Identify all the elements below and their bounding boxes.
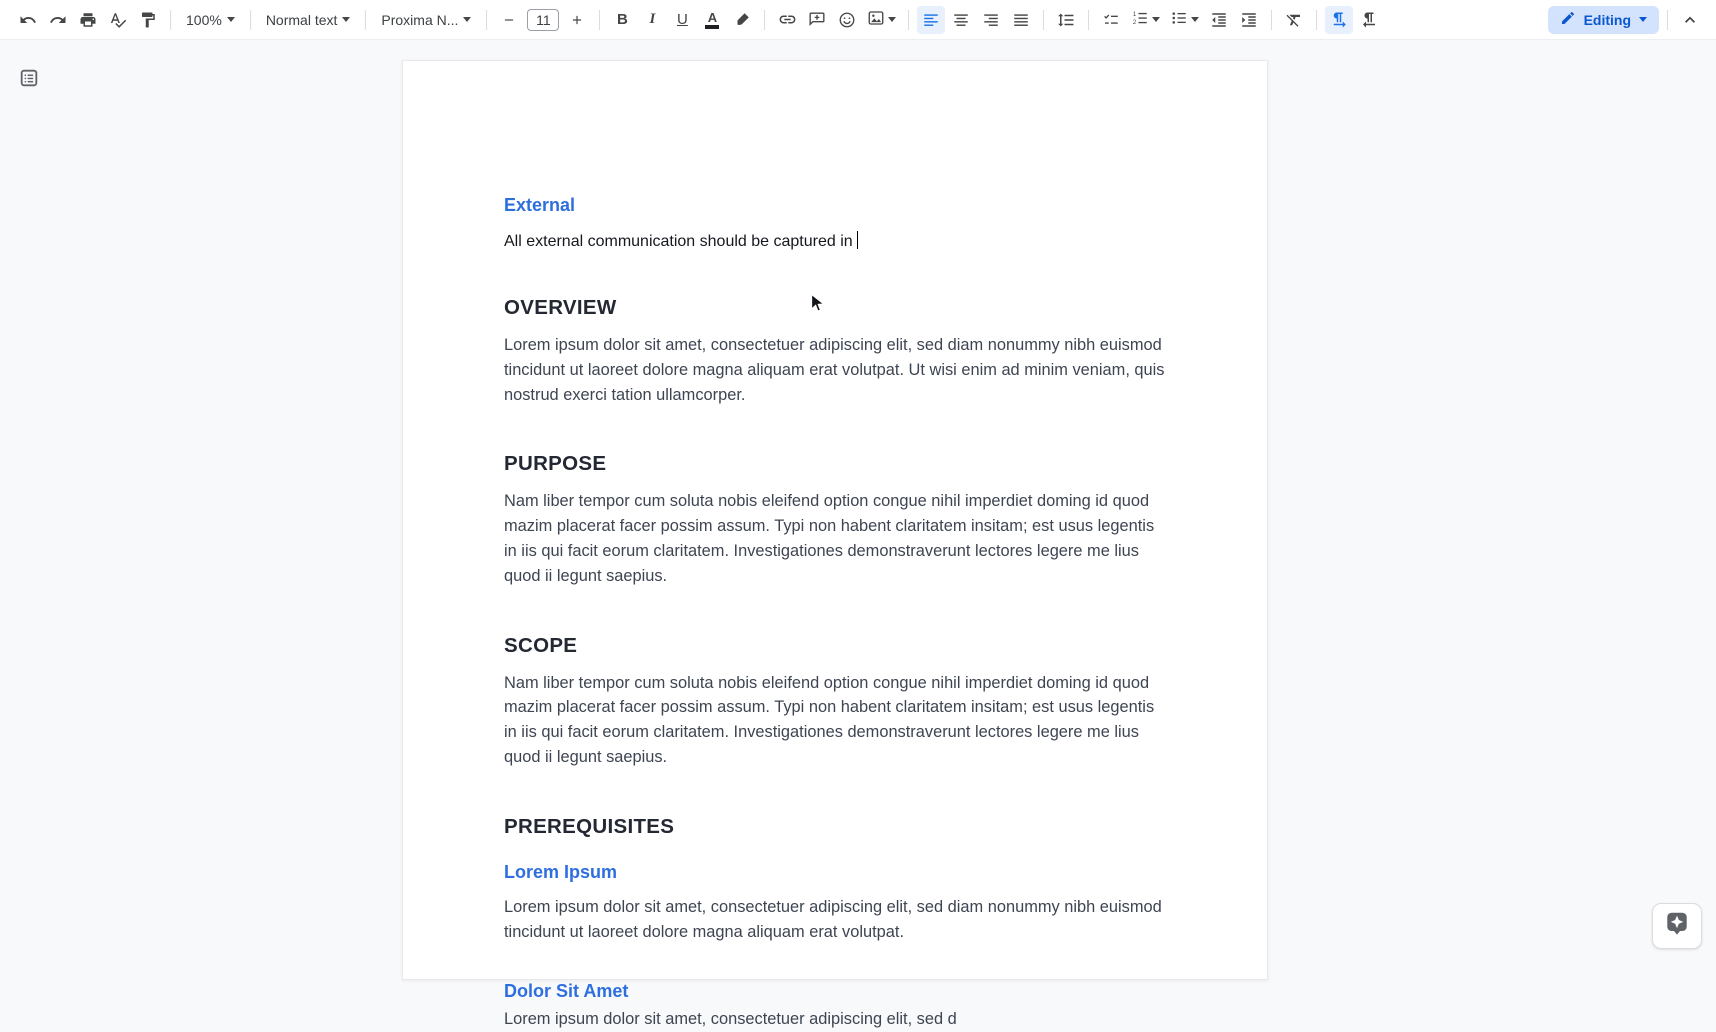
highlighter-icon: [733, 11, 751, 29]
decrease-indent-icon: [1210, 11, 1228, 29]
ltr-paragraph-icon: [1330, 11, 1348, 29]
decrease-indent-button[interactable]: [1205, 6, 1233, 34]
chevron-down-icon: [1152, 17, 1160, 22]
section-overview: [504, 296, 1165, 407]
section-body[interactable]: Nam liber tempor cum soluta nobis eleifend option congue nihil imperdiet doming id quod mazim placerat facer possim assum. Typi non habent claritatem insitam; est usus legentis in iis qui facit eorum claritatem. Investigationes demonstraverunt lectores legere me lius quod ii legunt saepius.: [504, 492, 1155, 585]
insert-link-button[interactable]: [773, 6, 801, 34]
toolbar-divider: [1316, 10, 1317, 30]
align-left-button[interactable]: [917, 6, 945, 34]
rtl-paragraph-icon: [1360, 11, 1378, 29]
align-left-icon: [922, 11, 940, 29]
toolbar-divider: [486, 10, 487, 30]
toolbar-divider: [599, 10, 600, 30]
toolbar-divider: [170, 10, 171, 30]
chevron-down-icon: [1639, 17, 1647, 22]
decrease-font-size-button[interactable]: [495, 6, 523, 34]
toolbar: [0, 0, 1716, 40]
increase-indent-button[interactable]: [1235, 6, 1263, 34]
sparkle-badge-icon: [1664, 910, 1690, 942]
spellcheck-icon: [109, 11, 127, 29]
hide-menus-button[interactable]: [1676, 6, 1704, 34]
text-direction-ltr-button[interactable]: [1325, 6, 1353, 34]
toolbar-divider: [250, 10, 251, 30]
paragraph-style-select[interactable]: [259, 6, 358, 34]
justify-button[interactable]: [1007, 6, 1035, 34]
mode-select-button[interactable]: [1548, 6, 1659, 34]
print-icon: [79, 11, 97, 29]
chevron-up-icon: [1680, 10, 1700, 30]
subsection-body[interactable]: Lorem ipsum dolor sit amet, consectetuer adipiscing elit, sed d: [504, 1010, 957, 1029]
show-outline-button[interactable]: [16, 67, 42, 93]
align-right-button[interactable]: [977, 6, 1005, 34]
chevron-down-icon: [1191, 17, 1199, 22]
justify-icon: [1012, 11, 1030, 29]
section-purpose: [504, 452, 1165, 588]
subsection-body[interactable]: Lorem ipsum dolor sit amet, consectetuer adipiscing elit, sed diam nonummy nibh euismod tincidunt ut laoreet dolore magna aliquam erat volutpat.: [504, 897, 1162, 941]
document-page[interactable]: [402, 60, 1268, 1029]
highlight-color-button[interactable]: [728, 6, 756, 34]
numbered-list-button[interactable]: [1127, 6, 1164, 34]
underline-button[interactable]: U: [676, 11, 688, 28]
increase-indent-icon: [1240, 11, 1258, 29]
bold-button[interactable]: B: [616, 11, 628, 28]
doc-heading-external[interactable]: External: [504, 195, 576, 215]
subsection-lorem-ipsum: [504, 862, 1165, 945]
chevron-down-icon: [888, 17, 896, 22]
toolbar-divider: [1043, 10, 1044, 30]
mode-label: Editing: [1583, 11, 1631, 28]
add-comment-button[interactable]: [803, 6, 831, 34]
checklist-button[interactable]: [1097, 6, 1125, 34]
section-body[interactable]: Lorem ipsum dolor sit amet, consectetuer adipiscing elit, sed diam nonummy nibh euismod tincidunt ut laoreet dolore magna aliquam erat volutpat. Ut wisi enim ad minim veniam, quis nostrud exerci tation ullamcorper.: [504, 336, 1165, 404]
undo-icon: [19, 11, 37, 29]
insert-emoji-button[interactable]: [833, 6, 861, 34]
minus-icon: [502, 13, 516, 27]
zoom-value: 100%: [186, 11, 222, 28]
section-body[interactable]: Nam liber tempor cum soluta nobis eleifend option congue nihil imperdiet doming id quod mazim placerat facer possim assum. Typi non habent claritatem insitam; est usus legentis in iis qui facit eorum claritatem. Investigationes demonstraverunt lectores legere me lius quod ii legunt saepius.: [504, 673, 1155, 766]
section-heading[interactable]: OVERVIEW: [504, 296, 617, 319]
ai-assist-button[interactable]: [1652, 903, 1702, 949]
redo-button[interactable]: [44, 6, 72, 34]
paint-format-button[interactable]: [134, 6, 162, 34]
doc-intro-line[interactable]: [504, 231, 1165, 251]
mouse-cursor: [810, 293, 827, 321]
increase-font-size-button[interactable]: [563, 6, 591, 34]
document-canvas: [0, 41, 1716, 1029]
bulleted-list-icon: [1170, 9, 1188, 30]
print-button[interactable]: [74, 6, 102, 34]
document-outline-icon: [18, 67, 40, 94]
subsection-dolor-sit-amet: [504, 981, 1165, 1032]
text-color-button[interactable]: [698, 6, 726, 34]
toolbar-divider: [1271, 10, 1272, 30]
section-heading[interactable]: PURPOSE: [504, 452, 607, 476]
comment-icon: [808, 11, 826, 29]
chevron-down-icon: [342, 17, 350, 22]
paint-format-icon: [139, 11, 157, 29]
paragraph-style-value: Normal text: [265, 11, 338, 28]
intro-text: All external communication should be captured in: [504, 233, 853, 250]
toolbar-divider: [365, 10, 366, 30]
line-spacing-icon: [1057, 11, 1075, 29]
chevron-down-icon: [463, 17, 471, 22]
align-right-icon: [982, 11, 1000, 29]
toolbar-divider: [764, 10, 765, 30]
spellcheck-button[interactable]: [104, 6, 132, 34]
redo-icon: [49, 11, 67, 29]
section-heading[interactable]: PREREQUISITES: [504, 814, 675, 838]
numbered-list-icon: [1131, 9, 1149, 30]
section-prerequisites: [504, 815, 1165, 839]
toolbar-divider: [908, 10, 909, 30]
bulleted-list-button[interactable]: [1166, 6, 1203, 34]
font-size-input[interactable]: 11: [527, 9, 559, 31]
italic-button[interactable]: I: [649, 11, 656, 27]
checklist-icon: [1102, 11, 1120, 29]
plus-icon: [570, 13, 584, 27]
align-center-icon: [952, 11, 970, 29]
text-cursor: [857, 231, 859, 249]
clear-formatting-icon: [1285, 11, 1303, 29]
undo-button[interactable]: [14, 6, 42, 34]
font-select[interactable]: [374, 6, 478, 34]
subsection-heading[interactable]: Lorem Ipsum: [504, 861, 618, 882]
section-heading[interactable]: SCOPE: [504, 633, 578, 657]
insert-image-button[interactable]: [863, 6, 900, 34]
link-icon: [778, 10, 797, 29]
clear-formatting-button[interactable]: [1280, 6, 1308, 34]
chevron-down-icon: [227, 17, 235, 22]
zoom-select[interactable]: [179, 6, 242, 34]
toolbar-divider: [1088, 10, 1089, 30]
svg-text:1: 1: [1133, 11, 1137, 18]
text-direction-rtl-button[interactable]: [1355, 6, 1383, 34]
text-color-icon: A: [705, 11, 719, 29]
subsection-heading[interactable]: Dolor Sit Amet: [504, 981, 629, 1002]
image-icon: [867, 9, 885, 30]
line-spacing-button[interactable]: [1052, 6, 1080, 34]
align-center-button[interactable]: [947, 6, 975, 34]
pencil-icon: [1560, 10, 1576, 29]
font-value: Proxima N...: [381, 11, 459, 28]
emoji-icon: [838, 11, 856, 29]
toolbar-divider: [1667, 10, 1668, 30]
section-scope: [504, 634, 1165, 770]
svg-text:2: 2: [1133, 20, 1137, 26]
